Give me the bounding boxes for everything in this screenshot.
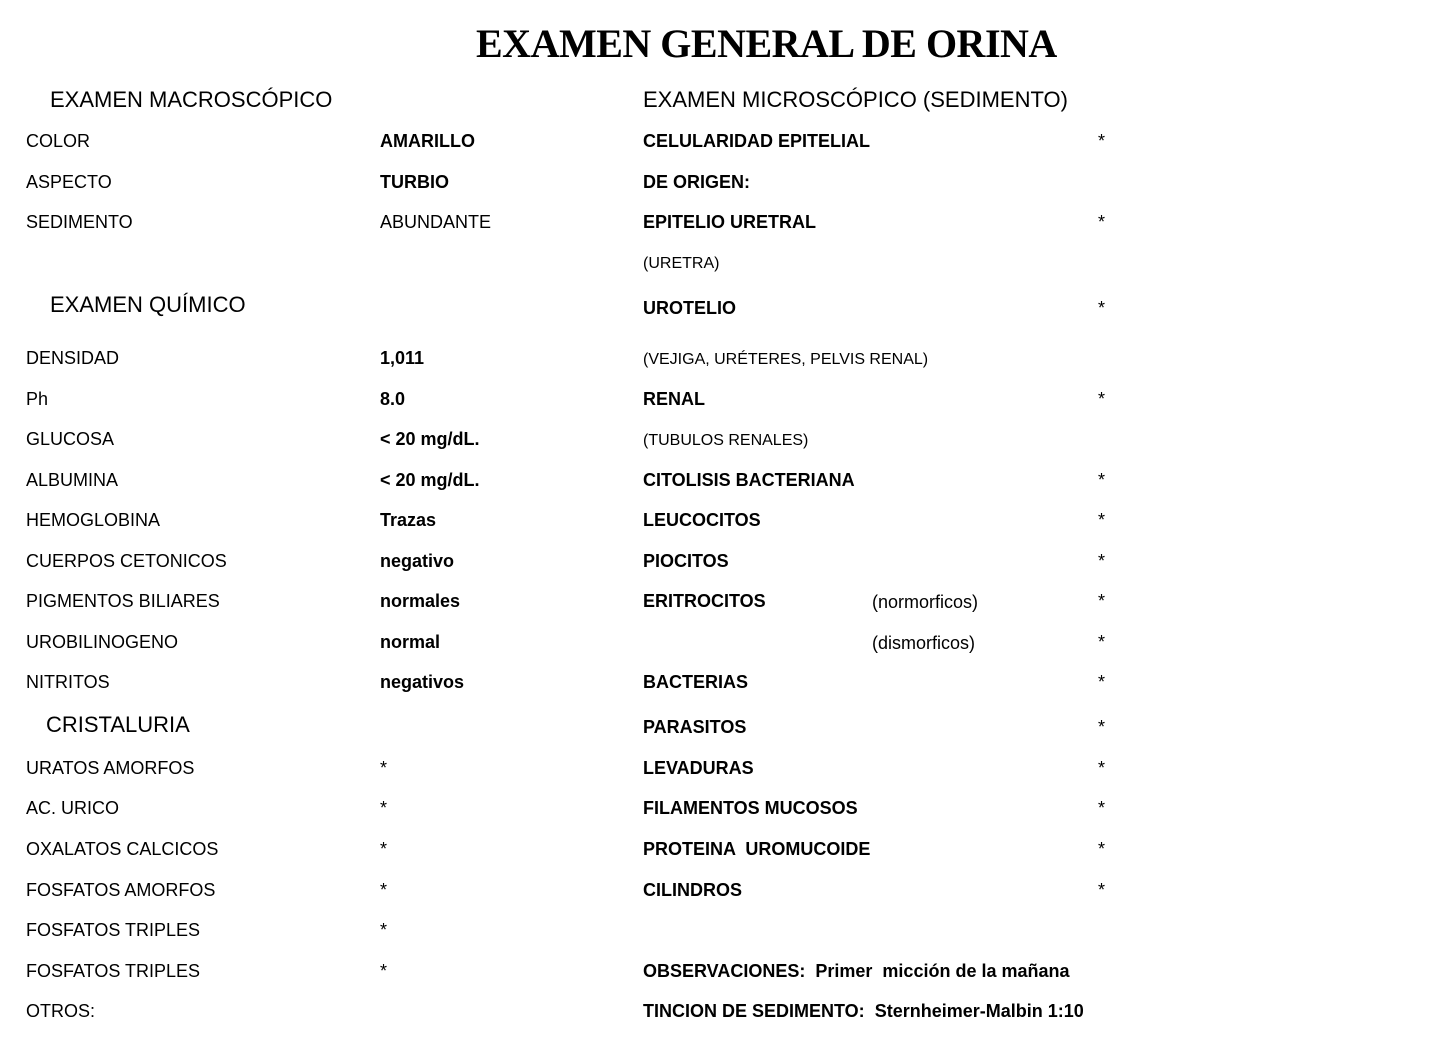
observaciones-line xyxy=(643,960,1070,982)
cristaluria-value-uratos: * xyxy=(380,758,388,778)
cristaluria-heading: CRISTALURIA xyxy=(46,712,190,737)
macro-heading: EXAMEN MACROSCÓPICO xyxy=(50,87,333,112)
macro-value-aspecto: TURBIO xyxy=(380,172,449,192)
quimico-value-nitritos: negativos xyxy=(380,672,465,692)
cristaluria-value-oxalatos: * xyxy=(380,839,388,859)
micro-value-celularidad: * xyxy=(1098,131,1106,151)
micro-label-renal: RENAL xyxy=(643,389,705,409)
quimico-value-urobilinogeno: normal xyxy=(380,632,441,652)
observaciones-value: Primer micción de la mañana xyxy=(815,961,1070,981)
cristaluria-label-otros: OTROS: xyxy=(26,1001,96,1021)
micro-value-normorficos: * xyxy=(1098,591,1106,611)
quimico-value-pigmentos: normales xyxy=(380,591,461,611)
micro-label-de-origen: DE ORIGEN: xyxy=(643,172,751,192)
quimico-label-glucosa: GLUCOSA xyxy=(26,429,115,449)
quimico-label-cetonicos: CUERPOS CETONICOS xyxy=(26,551,227,571)
quimico-label-ph: Ph xyxy=(26,389,49,409)
micro-label-dismorficos: (dismorficos) xyxy=(872,633,976,653)
page-title: EXAMEN GENERAL DE ORINA xyxy=(476,21,1057,66)
cristaluria-value-fosfatos-amorfos: * xyxy=(380,880,388,900)
quimico-value-glucosa: < 20 mg/dL. xyxy=(380,429,480,449)
micro-value-piocitos: * xyxy=(1098,551,1106,571)
micro-value-citolisis: * xyxy=(1098,470,1106,490)
micro-value-bacterias: * xyxy=(1098,672,1106,692)
quimico-label-urobilinogeno: UROBILINOGENO xyxy=(26,632,179,652)
quimico-value-densidad: 1,011 xyxy=(380,348,425,368)
cristaluria-label-fosfatos-triples: FOSFATOS TRIPLES xyxy=(26,920,201,940)
micro-value-leucocitos: * xyxy=(1098,510,1106,530)
macro-value-color: AMARILLO xyxy=(380,131,475,151)
quimico-label-nitritos: NITRITOS xyxy=(26,672,110,692)
quimico-label-albumina: ALBUMINA xyxy=(26,470,119,490)
micro-value-renal: * xyxy=(1098,389,1106,409)
quimico-heading: EXAMEN QUÍMICO xyxy=(50,292,246,317)
quimico-value-hemoglobina: Trazas xyxy=(380,510,437,530)
tincion-label: TINCION DE SEDIMENTO: xyxy=(643,1001,865,1021)
quimico-value-cetonicos: negativo xyxy=(380,551,455,571)
micro-value-dismorficos: * xyxy=(1098,632,1106,652)
micro-value-filamentos: * xyxy=(1098,798,1106,818)
micro-label-parasitos: PARASITOS xyxy=(643,717,747,737)
micro-value-epitelio-uretral: * xyxy=(1098,212,1106,232)
micro-label-proteina: PROTEINA UROMUCOIDE xyxy=(643,839,871,859)
micro-label-leucocitos: LEUCOCITOS xyxy=(643,510,761,530)
cristaluria-label-ac-urico: AC. URICO xyxy=(26,798,120,818)
quimico-value-albumina: < 20 mg/dL. xyxy=(380,470,480,490)
micro-note-uretra: (URETRA) xyxy=(643,255,720,272)
cristaluria-label-uratos: URATOS AMORFOS xyxy=(26,758,195,778)
micro-label-levaduras: LEVADURAS xyxy=(643,758,754,778)
cristaluria-value-fosfatos-triples: * xyxy=(380,920,388,940)
quimico-value-ph: 8.0 xyxy=(380,389,406,409)
micro-label-eritrocitos: ERITROCITOS xyxy=(643,591,766,611)
quimico-label-densidad: DENSIDAD xyxy=(26,348,120,368)
tincion-line xyxy=(643,1000,1084,1022)
micro-value-parasitos: * xyxy=(1098,717,1106,737)
micro-note-renal: (TUBULOS RENALES) xyxy=(643,432,809,449)
cristaluria-value-fosfatos-triples-2: * xyxy=(380,961,388,981)
micro-label-filamentos: FILAMENTOS MUCOSOS xyxy=(643,798,858,818)
macro-label-sedimento: SEDIMENTO xyxy=(26,212,133,232)
micro-label-normorficos: (normorficos) xyxy=(872,592,979,612)
micro-value-urotelio: * xyxy=(1098,298,1106,318)
micro-label-cilindros: CILINDROS xyxy=(643,880,742,900)
micro-value-levaduras: * xyxy=(1098,758,1106,778)
cristaluria-value-ac-urico: * xyxy=(380,798,388,818)
micro-label-citolisis: CITOLISIS BACTERIANA xyxy=(643,470,855,490)
micro-label-bacterias: BACTERIAS xyxy=(643,672,749,692)
micro-label-urotelio: UROTELIO xyxy=(643,298,736,318)
observaciones-label: OBSERVACIONES: xyxy=(643,961,806,981)
tincion-value: Sternheimer-Malbin 1:10 xyxy=(874,1001,1084,1021)
micro-value-proteina: * xyxy=(1098,839,1106,859)
micro-label-epitelio-uretral: EPITELIO URETRAL xyxy=(643,212,817,232)
micro-note-urotelio: (VEJIGA, URÉTERES, PELVIS RENAL) xyxy=(643,351,929,368)
quimico-label-hemoglobina: HEMOGLOBINA xyxy=(26,510,161,530)
micro-label-celularidad: CELULARIDAD EPITELIAL xyxy=(643,131,870,151)
macro-label-color: COLOR xyxy=(26,131,91,151)
cristaluria-label-oxalatos: OXALATOS CALCICOS xyxy=(26,839,219,859)
cristaluria-label-fosfatos-triples-2: FOSFATOS TRIPLES xyxy=(26,961,201,981)
micro-label-piocitos: PIOCITOS xyxy=(643,551,729,571)
macro-label-aspecto: ASPECTO xyxy=(26,172,112,192)
micro-heading: EXAMEN MICROSCÓPICO (SEDIMENTO) xyxy=(643,87,1068,112)
quimico-label-pigmentos: PIGMENTOS BILIARES xyxy=(26,591,220,611)
micro-value-cilindros: * xyxy=(1098,880,1106,900)
macro-value-sedimento: ABUNDANTE xyxy=(380,212,492,232)
cristaluria-label-fosfatos-amorfos: FOSFATOS AMORFOS xyxy=(26,880,216,900)
